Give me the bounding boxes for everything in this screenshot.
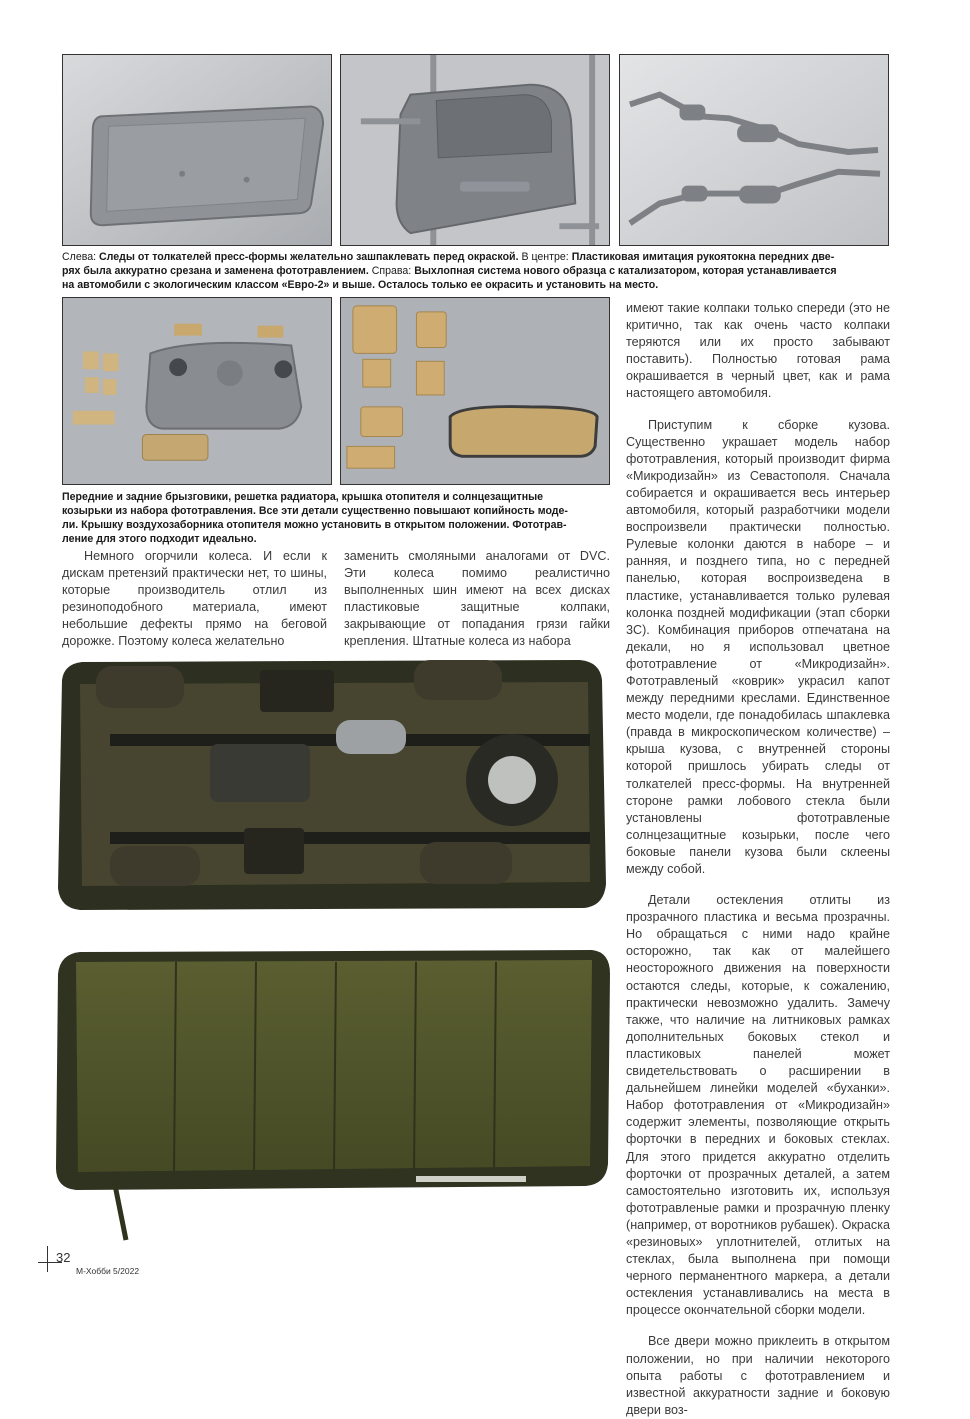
paragraph: Все двери можно приклеить в открытом положении, но при наличии некоторого опыта работы с фототравлением и известной аккуратности задние и боковую двери воз-	[626, 1334, 890, 1417]
caption-line: ли. Крышку воздухозаборника отопителя можно установить в открытом положении. Фототрав-	[62, 519, 567, 531]
caption-text: Выхлопная система нового образца с катализатором, которая устанавливается	[414, 265, 837, 277]
paragraph: Детали остекления отлиты из прозрачного пластика и весьма прозрачны. Но обращаться с ними надо крайне осторожно, так как от малейшего неосторожного движения на поверхности остаются следы, которые, к сожалению, практически невозможно удалить. Замечу также, что наличие на литниковых рамках дополнительных боковых стекол и пластиковых панелей может свидетельствовать о расширении в дальнейшем линейки моделей «буханки». Набор фототравления от «Микродизайн» содержит элементы, позволяющие открыть форточки в передних и боковых стеклах. Для этого придется аккуратно отделить форточки от прозрачных деталей, а затем самостоятельно изготовить их, используя фототравленые рамки и прозрачную пленку (например, от воротников рубашек). Окраска «резиновых» уплотнителей, отлитых на стеклах, была выполнена при помощи черного перманентного маркера, а детали остекления устанавливались на места в процессе окончательной сборки модели.	[626, 893, 890, 1318]
photo-front-panel-parts	[62, 297, 332, 485]
caption-text: на автомобили с экологическим классом «Евро-2» и выше. Осталось только ее окрасить и установить на место.	[62, 279, 659, 291]
caption-top	[62, 250, 890, 292]
caption-label-left: Слева:	[62, 251, 100, 263]
caption-text: рях была аккуратно срезана и заменена фототравлением.	[62, 265, 369, 277]
text-column-left	[62, 548, 327, 651]
photo-vehicle-underside	[40, 654, 612, 922]
text-column-middle	[344, 548, 610, 651]
text-column-right	[626, 300, 890, 1419]
caption-label-center: В центре:	[518, 251, 572, 263]
crop-mark	[47, 1246, 48, 1272]
paragraph: имеют такие колпаки только спереди (это не критично, так как очень часто колпаки теряются или их просто забывают поставить). Полностью готовая рама окрашивается в черный цвет, как и рама настоящего автомобиля.	[626, 301, 890, 401]
page-number: 32	[56, 1250, 71, 1265]
paragraph: заменить смоляными аналогами от DVC. Эти колеса помимо реалистично выполненных шин имеют на всех дисках пластиковые защитные колпаки, закрывающие от попадания грязи гайки крепления. Штатные колеса из набора	[344, 549, 610, 649]
caption-line: ление для этого подходит идеально.	[62, 533, 257, 545]
caption-label-right: Справа:	[368, 265, 415, 277]
paragraph: Приступим к сборке кузова. Существенно украшает модель набор фототравления, который производит фирма «Микродизайн» из Севастополя. Сначала собирается и окрашивается весь интерьер автомобиля, который разработчики модели воспроизвели практически полностью. Рулевые колонки даются в наборе – и ранняя, и позднего типа, но с передней панелью, которая воспроизведена в пластике, устанавливается только рулевая колонка поздней модификации (этап сборки 3С). Комбинация приборов отпечатана на декали, но я использовал цветное фототравление от «Микродизайн». Фототравленый «коврик» украсил капот между передними креслами. Единственное место модели, где понадобилась шпаклевка (правда в микроскопическом количестве) – крыша кузова, с внутренней стороны которой пришлось убирать следы от толкателей пресс-формы. На внутренней стороне рамки лобового стекла были установлены фототравленые солнцезащитные козырьки, после чего боковые панели кузова были склеены между собой.	[626, 417, 890, 876]
photo-roof-panel	[62, 54, 332, 246]
caption-line: Передние и задние брызговики, решетка радиатора, крышка отопителя и солнцезащитные	[62, 491, 544, 503]
caption-text: Следы от толкателей пресс-формы желательно зашпаклевать перед окраской.	[99, 251, 519, 263]
magazine-name: М-Хобби 5/2022	[76, 1266, 140, 1276]
photo-exhaust-system	[619, 54, 889, 246]
photo-door-sprue	[340, 54, 610, 246]
photo-vehicle-roof	[36, 944, 614, 1244]
caption-text: Пластиковая имитация рукоятокна передних две-	[571, 251, 835, 263]
paragraph: Немного огорчили колеса. И если к дискам претензий практически нет, то шины, которые производитель отлил из резиноподобного материала, имеют небольшие дефекты прямо на беговой дорожке. Поэтому колеса желательно	[62, 549, 327, 649]
photo-photoetch-parts	[340, 297, 610, 485]
caption-middle	[62, 490, 610, 546]
caption-line: козырьки из набора фототравления. Все эти детали существенно повышают копийность моде-	[62, 505, 568, 517]
